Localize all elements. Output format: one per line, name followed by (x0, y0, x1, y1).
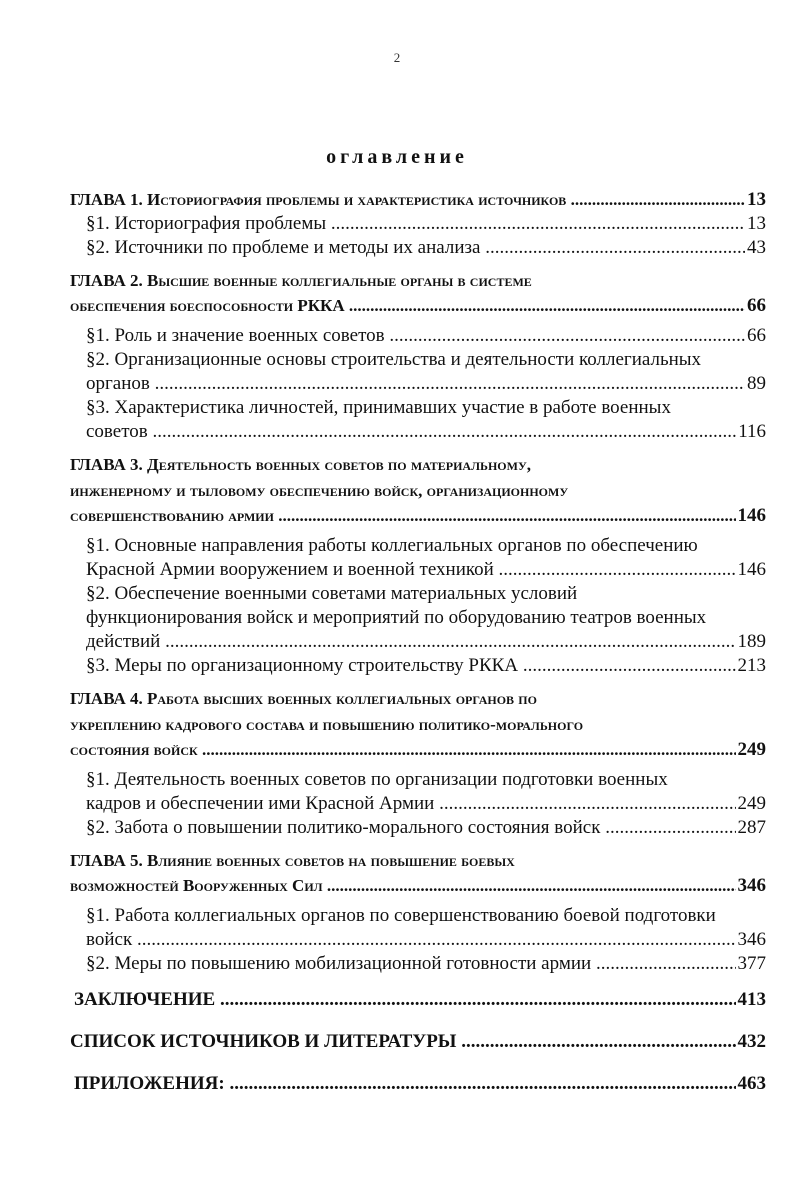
chapter-2-title-line-2: обеспечения боеспособности РККА ..... (70, 294, 745, 318)
ch2-section-3-title-line-2: советов ..... (86, 420, 736, 444)
toc-entry-ch3-section-3[interactable] (86, 654, 766, 678)
ch1-section-2-page: 43 (747, 237, 766, 258)
chapter-1-title: Историография проблемы и характеристика источников (147, 190, 567, 209)
ch3-section-1-title-line-2: Красной Армии вооружением и военной техникой ..... (86, 558, 736, 582)
toc-entry-conclusion[interactable] (70, 988, 766, 1012)
ch5-section-1-title-line-1: §1. Работа коллегиальных органов по совершенствованию боевой подготовки (86, 905, 716, 926)
ch5-section-1-page: 346 (737, 929, 766, 950)
toc-entry-ch1-section-2[interactable] (86, 236, 766, 260)
conclusion-page: 413 (737, 989, 766, 1010)
ch2-section-1-page: 66 (747, 325, 766, 346)
chapter-4-page: 249 (737, 739, 766, 760)
chapter-5-title-line-1: Влияние военных советов на повышение боевых (147, 851, 515, 870)
appendix-page: 463 (737, 1073, 766, 1094)
chapter-2-page: 66 (747, 295, 766, 316)
ch4-section-2-page: 287 (737, 817, 766, 838)
toc-entry-chapter-4[interactable] (70, 686, 766, 762)
ch4-section-1-page: 249 (737, 793, 766, 814)
toc-entry-ch2-section-3[interactable] (86, 396, 766, 444)
ch3-section-1-title-line-1: §1. Основные направления работы коллегиальных органов по обеспечению (86, 535, 698, 556)
ch3-section-2-title-line-3: действий ..... (86, 630, 736, 654)
toc-entry-ch3-section-2[interactable] (86, 582, 766, 654)
chapter-4-title-line-2: укреплению кадрового состава и повышению политико-морального (70, 715, 584, 734)
ch2-section-2-page: 89 (747, 373, 766, 394)
ch2-section-1-title: §1. Роль и значение военных советов ..... (86, 324, 745, 348)
toc-entry-ch1-section-1[interactable] (86, 212, 766, 236)
toc-entry-chapter-2[interactable] (70, 268, 766, 318)
ch4-section-2-title: §2. Забота о повышении политико-морального состояния войск ..... (86, 816, 736, 840)
chapter-2-prefix: ГЛАВА 2. (70, 271, 147, 290)
chapter-3-title-line-2: инженерному и тыловому обеспечению войск, организационному (70, 481, 569, 500)
toc-entry-chapter-3[interactable] (70, 452, 766, 528)
ch5-section-1-title-line-2: войск ..... (86, 928, 736, 952)
ch3-section-2-title-line-2: функционирования войск и мероприятий по оборудованию театров военных (86, 607, 707, 628)
toc-entry-appendix[interactable] (70, 1072, 766, 1096)
sources-page: 432 (737, 1031, 766, 1052)
toc-title: оглавление (326, 146, 468, 168)
ch3-section-2-title-line-1: §2. Обеспечение военными советами материальных условий (86, 583, 578, 604)
chapter-5-title-line-2: возможностей Вооруженных Сил ..... (70, 874, 736, 898)
chapter-1-page: 13 (747, 189, 766, 210)
toc-entry-ch2-section-1[interactable] (86, 324, 766, 348)
chapter-4-title-line-3: состояния войск ..... (70, 738, 736, 762)
chapter-3-prefix: ГЛАВА 3. (70, 455, 147, 474)
ch1-section-1-title: §1. Историография проблемы ..... (86, 212, 745, 236)
ch4-section-1-title-line-2: кадров и обеспечении ими Красной Армии ..... (86, 792, 736, 816)
table-of-contents (70, 180, 766, 1096)
ch2-section-2-title-line-1: §2. Организационные основы строительства и деятельности коллегиальных (86, 349, 702, 370)
toc-entry-chapter-1[interactable] (70, 188, 766, 212)
ch3-section-3-page: 213 (737, 655, 766, 676)
ch2-section-3-page: 116 (738, 421, 766, 442)
toc-entry-ch5-section-2[interactable] (86, 952, 766, 976)
chapter-2-title-line-1: Высшие военные коллегиальные органы в системе (147, 271, 532, 290)
sources-title: СПИСОК ИСТОЧНИКОВ И ЛИТЕРАТУРЫ ..... (70, 1030, 736, 1054)
toc-entry-ch5-section-1[interactable] (86, 904, 766, 952)
chapter-3-page: 146 (737, 505, 766, 526)
toc-entry-chapter-5[interactable] (70, 848, 766, 898)
ch2-section-2-title-line-2: органов ..... (86, 372, 745, 396)
chapter-4-prefix: ГЛАВА 4. (70, 689, 147, 708)
chapter-4-title-line-1: Работа высших военных коллегиальных органов по (147, 689, 537, 708)
chapter-5-page: 346 (737, 875, 766, 896)
chapter-1-prefix: ГЛАВА 1. (70, 190, 147, 209)
ch1-section-2-title: §2. Источники по проблеме и методы их анализа ..... (86, 236, 745, 260)
ch1-section-1-page: 13 (747, 213, 766, 234)
toc-entry-ch4-section-2[interactable] (86, 816, 766, 840)
appendix-title: ПРИЛОЖЕНИЯ: ..... (74, 1072, 736, 1096)
chapter-3-title-line-1: Деятельность военных советов по материальному, (147, 455, 532, 474)
chapter-3-title-line-3: совершенствованию армии ..... (70, 504, 736, 528)
toc-entry-ch4-section-1[interactable] (86, 768, 766, 816)
toc-entry-sources[interactable] (70, 1030, 766, 1054)
ch4-section-1-title-line-1: §1. Деятельность военных советов по организации подготовки военных (86, 769, 668, 790)
ch3-section-3-title: §3. Меры по организационному строительству РККА ..... (86, 654, 736, 678)
ch3-section-2-page: 189 (737, 631, 766, 652)
toc-entry-ch3-section-1[interactable] (86, 534, 766, 582)
ch5-section-2-title: §2. Меры по повышению мобилизационной готовности армии ..... (86, 952, 736, 976)
page-number: 2 (393, 50, 401, 65)
ch5-section-2-page: 377 (737, 953, 766, 974)
toc-entry-ch2-section-2[interactable] (86, 348, 766, 396)
ch3-section-1-page: 146 (737, 559, 766, 580)
ch2-section-3-title-line-1: §3. Характеристика личностей, принимавших участие в работе военных (86, 397, 671, 418)
chapter-5-prefix: ГЛАВА 5. (70, 851, 147, 870)
conclusion-title: ЗАКЛЮЧЕНИЕ ..... (74, 988, 736, 1012)
